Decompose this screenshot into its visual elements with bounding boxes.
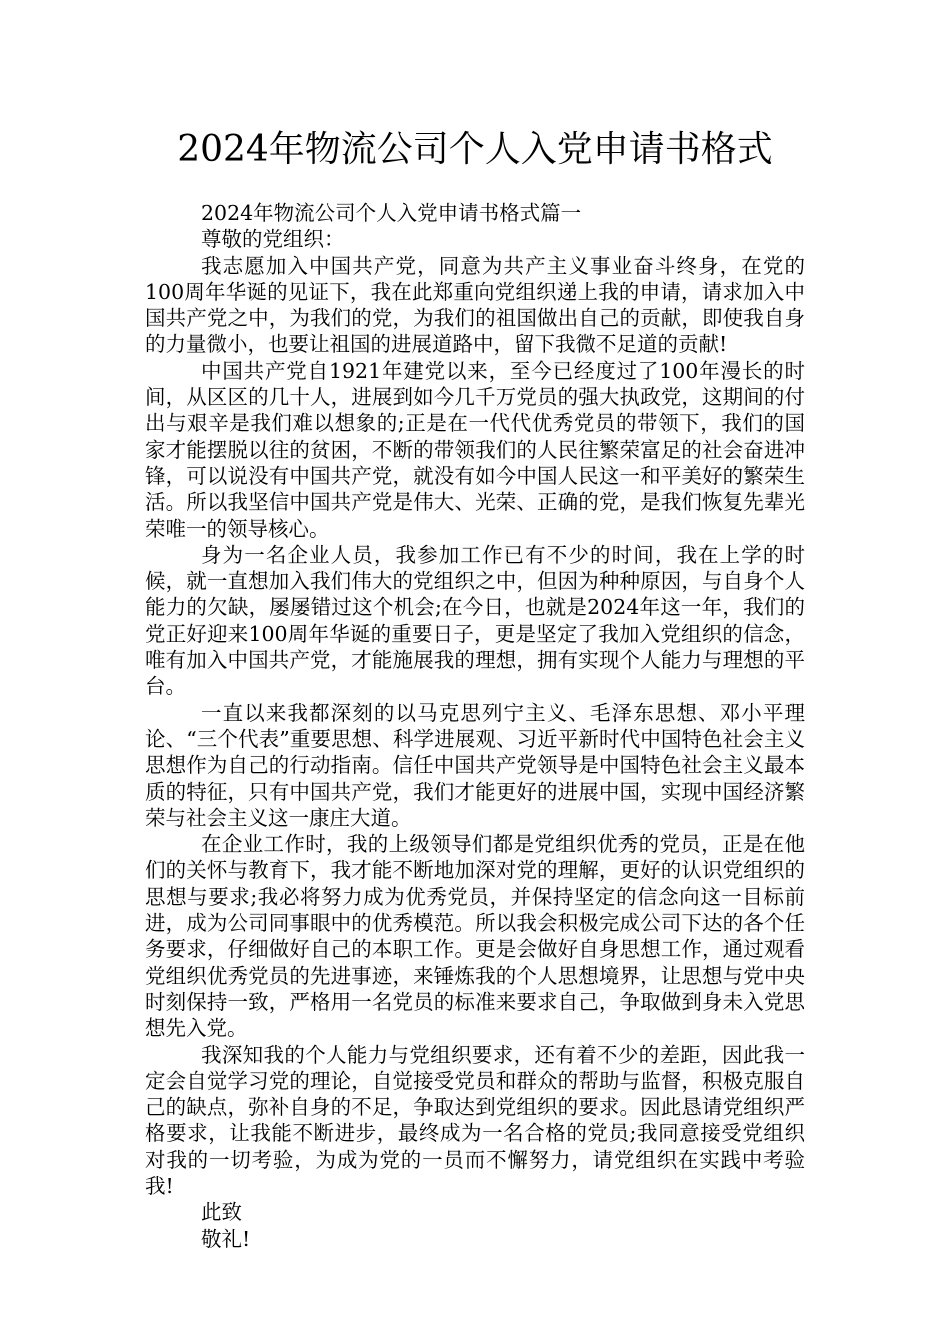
document-subtitle: 2024年物流公司个人入党申请书格式篇一 (201, 201, 582, 225)
document-title: 2024年物流公司个人入党申请书格式 (177, 129, 773, 170)
paragraph: 在企业工作时，我的上级领导们都是党组织优秀的党员，正是在他们的关怀与教育下，我才能不断地加深对党的理解，更好的认识党组织的思想与要求;我必将努力成为优秀党员，并保持坚定的信念向这一目标前进，成为公司同事眼中的优秀模范。所以我会积极完成公司下达的各个任务要求，仔细做好自己的本职工作。更是会做好自身思想工作，通过观看党组织优秀党员的先进事迹，来锤炼我的个人思想境界，让思想与党中央时刻保持一致，严格用一名党员的标准来要求自己，争取做到身未入党思想先入党。 (145, 832, 805, 1041)
salutation: 尊敬的党组织： (201, 227, 345, 252)
document-body (145, 200, 805, 1252)
closing-line: 此致 (201, 1200, 242, 1225)
paragraph: 身为一名企业人员，我参加工作已有不少的时间，我在上学的时候，就一直想加入我们伟大的党组织之中，但因为种种原因，与自身个人能力的欠缺，屡屡错过这个机会;在今日，也就是2024年这一年，我们的党正好迎来100周年华诞的重要日子，更是坚定了我加入党组织的信念，唯有加入中国共产党，才能施展我的理想，拥有实现个人能力与理想的平台。 (145, 542, 805, 699)
paragraph: 一直以来我都深刻的以马克思列宁主义、毛泽东思想、邓小平理论、“三个代表”重要思想、科学进展观、习近平新时代中国特色社会主义思想作为自己的行动指南。信任中国共产党领导是中国特色社会主义最本质的特征，只有中国共产党，我们才能更好的进展中国，实现中国经济繁荣与社会主义这一康庄大道。 (145, 700, 805, 830)
paragraph: 中国共产党自1921年建党以来，至今已经度过了100年漫长的时间，从区区的几十人，进展到如今几千万党员的强大执政党，这期间的付出与艰辛是我们难以想象的;正是在一代代优秀党员的带领下，我们的国家才能摆脱以往的贫困，不断的带领我们的人民往繁荣富足的社会奋进冲锋，可以说没有中国共产党，就没有如今中国人民这一和平美好的繁荣生活。所以我坚信中国共产党是伟大、光荣、正确的党，是我们恢复先辈光荣唯一的领导核心。 (145, 358, 805, 541)
paragraph: 我深知我的个人能力与党组织要求，还有着不少的差距，因此我一定会自觉学习党的理论，自觉接受党员和群众的帮助与监督，积极克服自己的缺点，弥补自身的不足，争取达到党组织的要求。因此恳请党组织严格要求，让我能不断进步，最终成为一名合格的党员;我同意接受党组织对我的一切考验，为成为党的一员而不懈努力，请党组织在实践中考验我! (145, 1042, 805, 1198)
closing-salute: 敬礼! (201, 1226, 251, 1251)
paragraph: 我志愿加入中国共产党，同意为共产主义事业奋斗终身，在党的100周年华诞的见证下，我在此郑重向党组织递上我的申请，请求加入中国共产党之中，为我们的党，为我们的祖国做出自己的贡献，即使我自身的力量微小，也要让祖国的进展道路中，留下我微不足道的贡献! (145, 253, 805, 357)
